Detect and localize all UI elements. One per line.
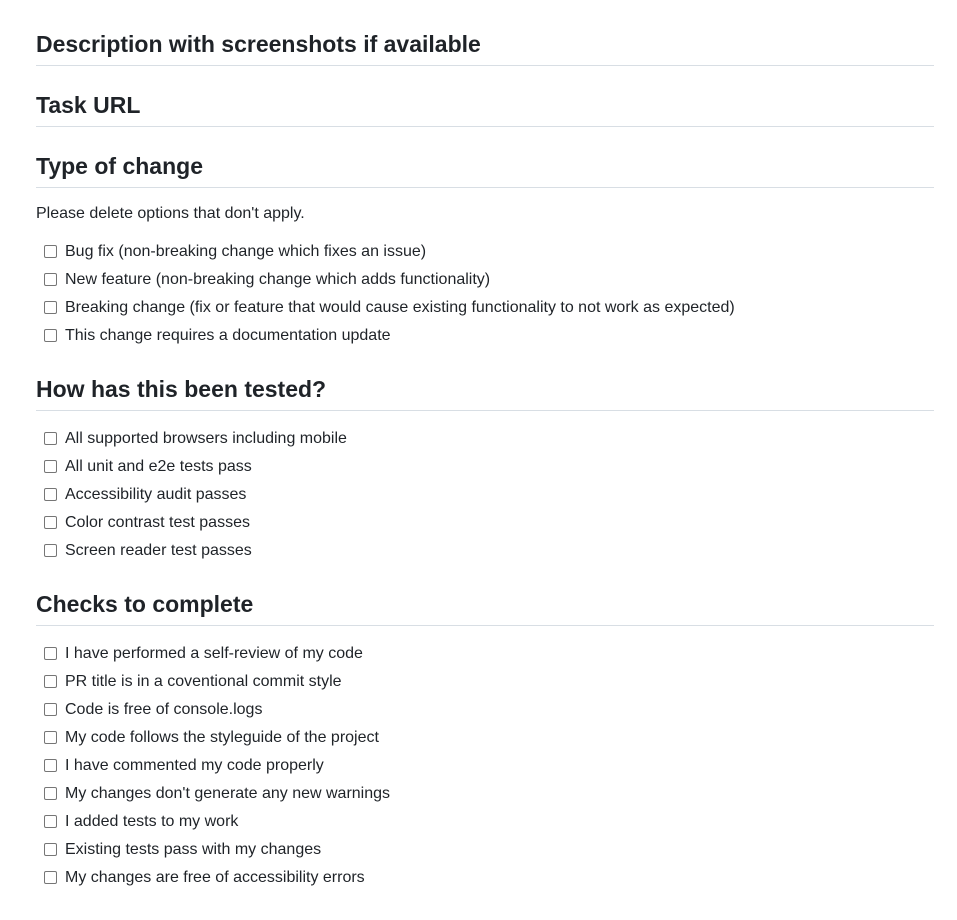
commented-code-checkbox[interactable] [44, 759, 57, 772]
list-item [36, 724, 934, 752]
existing-tests-checkbox[interactable] [44, 843, 57, 856]
unit-e2e-tests-checkbox[interactable] [44, 460, 57, 473]
pr-title-checkbox[interactable] [44, 675, 57, 688]
type-of-change-heading: Type of change [36, 151, 934, 188]
list-item [36, 696, 934, 724]
screen-reader-checkbox[interactable] [44, 544, 57, 557]
list-item [36, 238, 934, 266]
task-label: New feature (non-breaking change which adds functionality) [65, 271, 491, 288]
accessibility-audit-checkbox[interactable] [44, 488, 57, 501]
task-label: My changes don't generate any new warnings [65, 785, 391, 802]
list-item [36, 808, 934, 836]
task-label: Color contrast test passes [65, 514, 250, 531]
testing-section [36, 350, 934, 411]
list-item [36, 509, 934, 537]
task-label: All unit and e2e tests pass [65, 458, 252, 475]
documentation-update-checkbox[interactable] [44, 329, 57, 342]
task-label: I have commented my code properly [65, 757, 324, 774]
task-label: PR title is in a coventional commit style [65, 673, 342, 690]
list-item [36, 836, 934, 864]
list-item [36, 322, 934, 350]
type-of-change-list [36, 238, 934, 350]
task-label: My changes are free of accessibility errors [65, 869, 365, 886]
task-label: My code follows the styleguide of the project [65, 729, 379, 746]
styleguide-checkbox[interactable] [44, 731, 57, 744]
checks-list [36, 640, 934, 892]
color-contrast-checkbox[interactable] [44, 516, 57, 529]
task-url-section [36, 66, 934, 127]
list-item [36, 537, 934, 565]
added-tests-checkbox[interactable] [44, 815, 57, 828]
task-label: This change requires a documentation update [65, 327, 391, 344]
browsers-checkbox[interactable] [44, 432, 57, 445]
task-label: Bug fix (non-breaking change which fixes an issue) [65, 243, 427, 260]
type-of-change-note: Please delete options that don't apply. [36, 205, 305, 222]
description-heading: Description with screenshots if available [36, 29, 934, 66]
list-item [36, 425, 934, 453]
task-label: Code is free of console.logs [65, 701, 263, 718]
list-item [36, 864, 934, 892]
list-item [36, 294, 934, 322]
task-label: I added tests to my work [65, 813, 239, 830]
console-logs-checkbox[interactable] [44, 703, 57, 716]
checks-heading: Checks to complete [36, 589, 934, 626]
task-label: Screen reader test passes [65, 542, 252, 559]
task-label: All supported browsers including mobile [65, 430, 347, 447]
testing-list [36, 425, 934, 565]
list-item [36, 752, 934, 780]
checks-section [36, 565, 934, 626]
task-url-heading: Task URL [36, 90, 934, 127]
task-label: I have performed a self-review of my code [65, 645, 363, 662]
list-item [36, 481, 934, 509]
self-review-checkbox[interactable] [44, 647, 57, 660]
list-item [36, 453, 934, 481]
testing-heading: How has this been tested? [36, 374, 934, 411]
type-of-change-section [36, 127, 934, 188]
task-label: Existing tests pass with my changes [65, 841, 322, 858]
task-label: Accessibility audit passes [65, 486, 247, 503]
bug-fix-checkbox[interactable] [44, 245, 57, 258]
list-item [36, 780, 934, 808]
list-item [36, 668, 934, 696]
task-label: Breaking change (fix or feature that would cause existing functionality to not work as expected) [65, 299, 735, 316]
accessibility-errors-checkbox[interactable] [44, 871, 57, 884]
description-section [36, 0, 934, 66]
breaking-change-checkbox[interactable] [44, 301, 57, 314]
new-feature-checkbox[interactable] [44, 273, 57, 286]
list-item [36, 640, 934, 668]
no-warnings-checkbox[interactable] [44, 787, 57, 800]
list-item [36, 266, 934, 294]
